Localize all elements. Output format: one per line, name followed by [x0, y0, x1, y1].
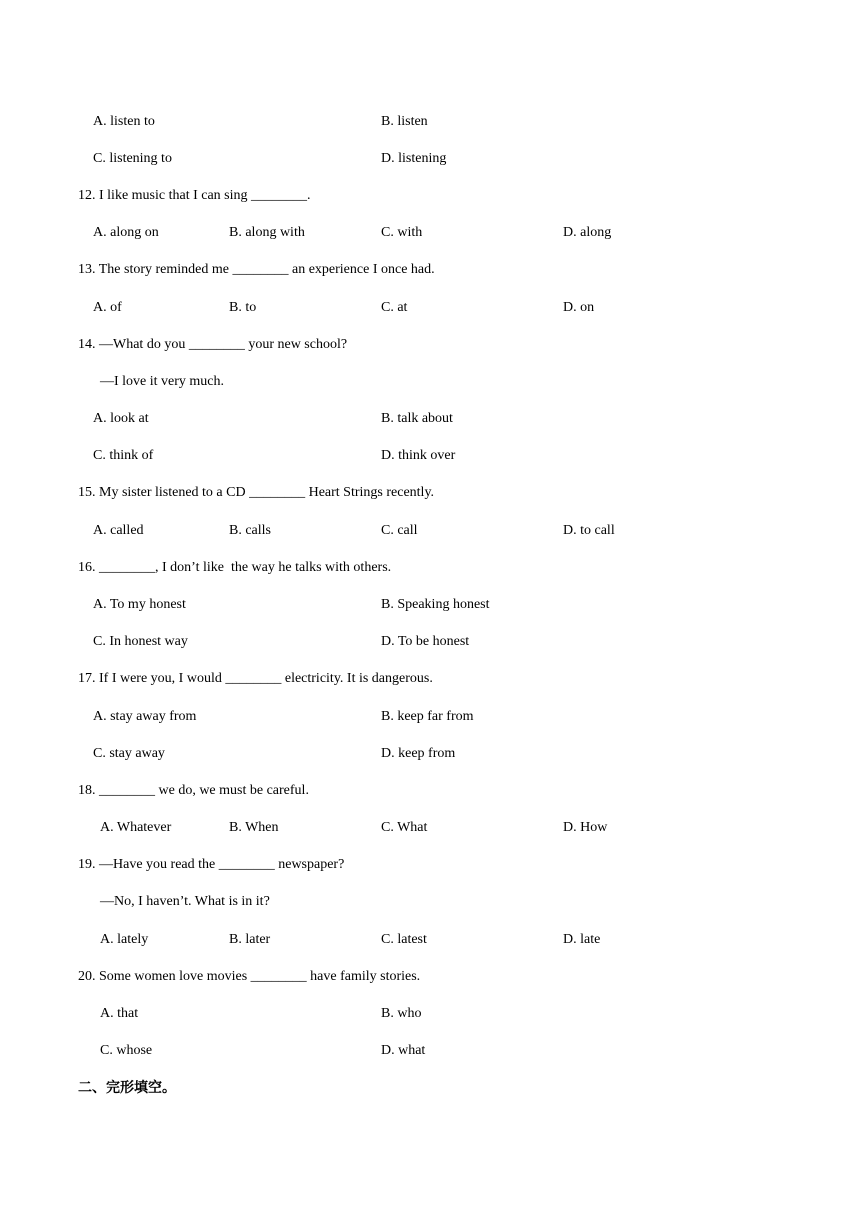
q16-option-c: C. In honest way	[93, 634, 188, 649]
q16-option-b: B. Speaking honest	[381, 597, 490, 612]
q13-stem: 13. The story reminded me ________ an experience I once had.	[78, 262, 435, 277]
q15-option-d: D. to call	[563, 523, 615, 538]
q19-option-d: D. late	[563, 932, 601, 947]
q12-option-a: A. along on	[93, 225, 159, 240]
q11-option-c: C. listening to	[93, 151, 172, 166]
q20-option-d: D. what	[381, 1043, 426, 1058]
q15-stem: 15. My sister listened to a CD ________ Heart Strings recently.	[78, 485, 435, 500]
section-heading-cloze: 二、完形填空。	[78, 1080, 176, 1096]
q15-option-a: A. called	[93, 523, 144, 538]
q19-option-c: C. latest	[381, 932, 427, 947]
q15-option-c: C. call	[381, 523, 418, 538]
q12-option-b: B. along with	[229, 225, 305, 240]
q13-option-b: B. to	[229, 300, 257, 315]
q13-option-d: D. on	[563, 300, 595, 315]
q20-option-c: C. whose	[100, 1043, 153, 1058]
q14-option-b: B. talk about	[381, 411, 453, 426]
q17-option-d: D. keep from	[381, 746, 456, 761]
q19-reply: —No, I haven’t. What is in it?	[100, 894, 270, 909]
q19-stem: 19. —Have you read the ________ newspaper?	[78, 857, 345, 872]
q14-option-d: D. think over	[381, 448, 456, 463]
q15-option-b: B. calls	[229, 523, 271, 538]
q14-option-c: C. think of	[93, 448, 154, 463]
q16-option-d: D. To be honest	[381, 634, 470, 649]
q14-reply: —I love it very much.	[100, 374, 225, 389]
q19-option-b: B. later	[229, 932, 271, 947]
q13-option-c: C. at	[381, 300, 408, 315]
q18-option-c: C. What	[381, 820, 428, 835]
q18-option-a: A. Whatever	[100, 820, 172, 835]
q12-option-c: C. with	[381, 225, 423, 240]
q20-option-b: B. who	[381, 1006, 422, 1021]
q13-option-a: A. of	[93, 300, 122, 315]
q12-stem: 12. I like music that I can sing ________.	[78, 188, 311, 203]
q18-stem: 18. ________ we do, we must be careful.	[78, 783, 309, 798]
q14-stem: 14. —What do you ________ your new school?	[78, 337, 348, 352]
q11-option-b: B. listen	[381, 114, 428, 129]
q19-option-a: A. lately	[100, 932, 149, 947]
q11-option-d: D. listening	[381, 151, 447, 166]
q18-option-b: B. When	[229, 820, 279, 835]
q16-option-a: A. To my honest	[93, 597, 186, 612]
q17-option-b: B. keep far from	[381, 709, 474, 724]
q12-option-d: D. along	[563, 225, 612, 240]
q17-option-c: C. stay away	[93, 746, 165, 761]
q17-option-a: A. stay away from	[93, 709, 197, 724]
q11-option-a: A. listen to	[93, 114, 155, 129]
q17-stem: 17. If I were you, I would ________ electricity. It is dangerous.	[78, 671, 433, 686]
q18-option-d: D. How	[563, 820, 608, 835]
q20-stem: 20. Some women love movies ________ have family stories.	[78, 969, 421, 984]
q20-option-a: A. that	[100, 1006, 139, 1021]
q14-option-a: A. look at	[93, 411, 149, 426]
q16-stem: 16. ________, I don’t like the way he talks with others.	[78, 560, 392, 575]
